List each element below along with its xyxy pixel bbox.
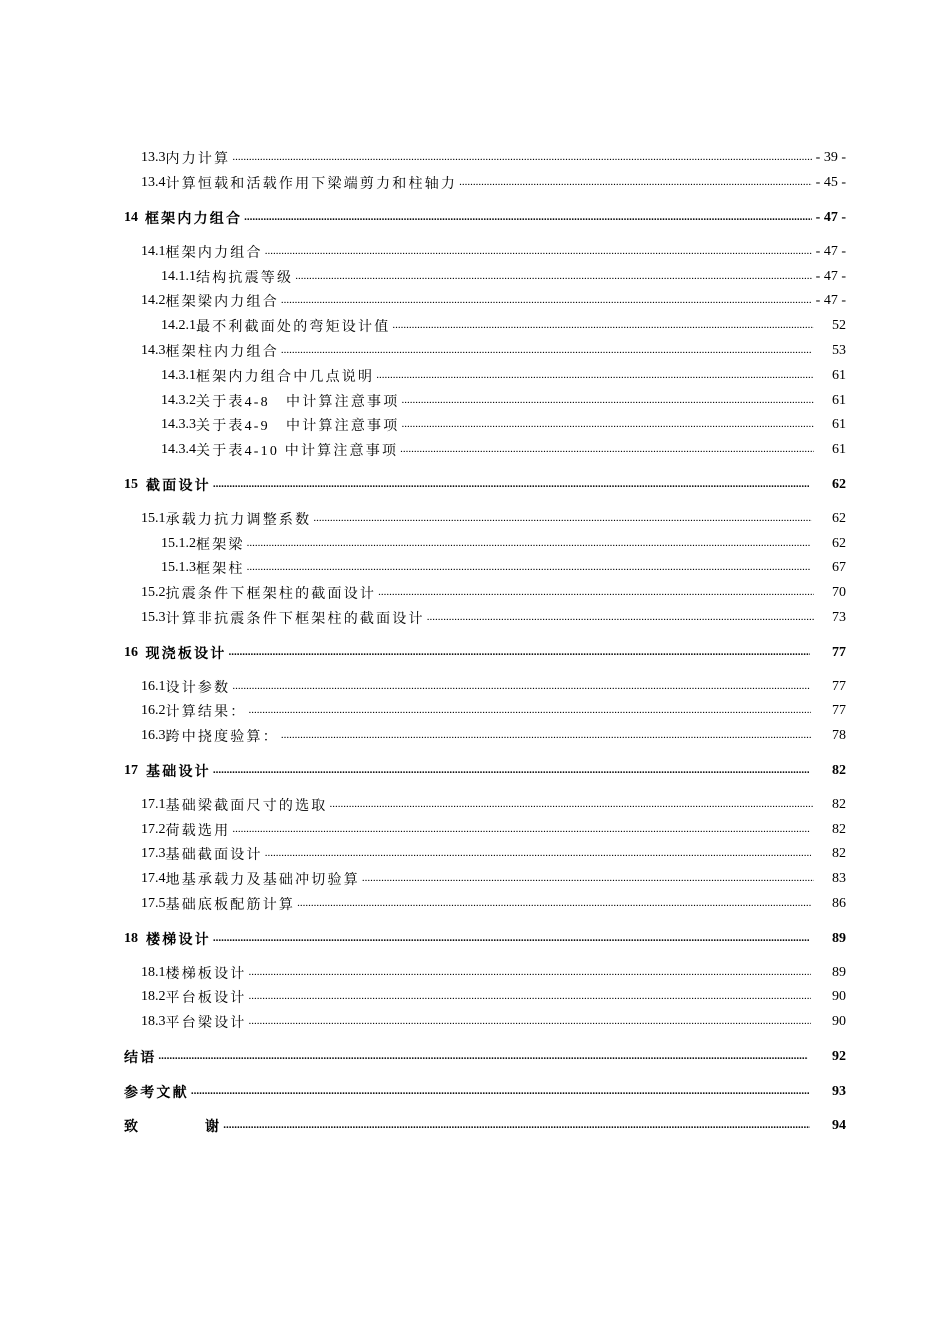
toc-page: 62 [832, 535, 846, 551]
toc-page: 61 [832, 392, 846, 408]
toc-number: 13.3 [141, 150, 166, 166]
dot-leader [265, 847, 811, 861]
toc-page: 78 [832, 728, 846, 744]
toc-entry[interactable] [0, 792, 950, 817]
toc-title: 框架梁 [196, 537, 245, 553]
toc-entry[interactable] [0, 674, 950, 699]
toc-entry[interactable] [0, 842, 950, 867]
dot-leader [459, 176, 812, 190]
toc-entry[interactable] [0, 339, 950, 364]
toc-title: 参考文献 [124, 1085, 189, 1101]
dot-leader [247, 561, 811, 575]
toc-entry[interactable] [0, 531, 950, 556]
toc-entry[interactable] [0, 985, 950, 1010]
toc-page: 90 [832, 989, 846, 1005]
toc-title: 结构抗震等级 [196, 270, 294, 286]
toc-title: 平台板设计 [165, 991, 247, 1007]
toc-title: 荷载选用 [165, 823, 231, 839]
toc-number: 14.3.3 [161, 417, 196, 433]
toc-number: 18.3 [141, 1014, 166, 1030]
toc-title: 基础梁截面尺寸的选取 [165, 798, 328, 814]
dot-leader [265, 245, 812, 259]
toc-page: 86 [832, 895, 846, 911]
toc-page: 82 [832, 762, 846, 778]
dot-leader [232, 823, 810, 837]
toc-page: - 39 - [815, 150, 846, 166]
toc-page: 53 [832, 342, 846, 358]
toc-page: 73 [832, 609, 846, 625]
toc-title: 关于表4-8 中计算注意事项 [196, 394, 400, 410]
toc-page: 82 [832, 796, 846, 812]
toc-chapter[interactable] [0, 473, 950, 498]
toc-chapter[interactable] [0, 1045, 950, 1070]
toc-entry[interactable] [0, 314, 950, 339]
toc-number: 15.1 [141, 510, 166, 526]
toc-number: 14.1.1 [161, 268, 196, 284]
dot-leader [427, 611, 814, 625]
toc-number: 17.1 [141, 796, 166, 812]
dot-leader [378, 586, 814, 600]
toc-entry[interactable] [0, 960, 950, 985]
toc-entry[interactable] [0, 699, 950, 724]
toc-entry[interactable] [0, 556, 950, 581]
toc-page: 61 [832, 442, 846, 458]
toc-title: 结语 [124, 1050, 157, 1066]
toc-entry[interactable] [0, 892, 950, 917]
toc-title: 基础截面设计 [165, 848, 263, 864]
toc-number: 15 [124, 476, 138, 492]
toc-number: 17.3 [141, 846, 166, 862]
toc-title: 致 谢 [124, 1120, 222, 1136]
toc-title: 关于表4-10 中计算注意事项 [196, 444, 399, 460]
toc-number: 14.1 [141, 243, 166, 259]
toc-title: 框架柱内力组合 [165, 344, 279, 360]
dot-leader [158, 1050, 807, 1064]
toc-title: 计算结果： [165, 705, 247, 721]
toc-page: - 47 - [815, 243, 846, 259]
toc-title: 计算非抗震条件下框架柱的截面设计 [165, 611, 425, 627]
toc-entry[interactable] [0, 388, 950, 413]
toc-title: 框架柱 [196, 562, 245, 578]
dot-leader [223, 1119, 810, 1133]
toc-title: 抗震条件下框架柱的截面设计 [165, 587, 377, 603]
toc-number: 14.3.2 [161, 392, 196, 408]
dot-leader [249, 966, 811, 980]
toc-entry[interactable] [0, 724, 950, 749]
toc-number: 15.1.3 [161, 560, 196, 576]
toc-entry[interactable] [0, 506, 950, 531]
toc-title: 截面设计 [146, 478, 211, 494]
toc-number: 16.1 [141, 678, 166, 694]
dot-leader [281, 729, 812, 743]
toc-page: 70 [832, 585, 846, 601]
toc-title: 计算恒载和活载作用下梁端剪力和柱轴力 [165, 177, 458, 193]
toc-page: 94 [832, 1118, 846, 1134]
toc-page: 90 [832, 1014, 846, 1030]
dot-leader [232, 680, 810, 694]
toc-page: 62 [832, 476, 846, 492]
toc-entry[interactable] [0, 817, 950, 842]
dot-leader [330, 798, 813, 812]
toc-entry[interactable] [0, 363, 950, 388]
toc-number: 18.2 [141, 989, 166, 1005]
toc-title: 最不利截面处的弯矩设计值 [196, 320, 391, 336]
toc-entry[interactable] [0, 146, 950, 171]
toc-title: 框架梁内力组合 [165, 295, 279, 311]
toc-number: 14.3.1 [161, 367, 196, 383]
toc-title: 设计参数 [165, 680, 231, 696]
toc-title: 跨中挠度验算： [165, 730, 279, 746]
toc-page: - 47 - [815, 209, 846, 225]
toc-title: 地基承载力及基础冲切验算 [165, 873, 360, 889]
dot-leader [249, 1015, 811, 1029]
toc-number: 14.2 [141, 293, 166, 309]
toc-title: 平台梁设计 [165, 1016, 247, 1032]
toc-title: 基础底板配筋计算 [165, 897, 296, 913]
toc-number: 17.4 [141, 871, 166, 887]
toc-number: 14.2.1 [161, 318, 196, 334]
toc-number: 16.3 [141, 728, 166, 744]
dot-leader [297, 897, 812, 911]
toc-number: 17 [124, 762, 138, 778]
toc-chapter[interactable] [0, 640, 950, 665]
toc-page: 61 [832, 367, 846, 383]
dot-leader [249, 704, 811, 718]
toc-page: 77 [832, 703, 846, 719]
toc-title: 关于表4-9 中计算注意事项 [196, 419, 400, 435]
toc-page: 93 [832, 1083, 846, 1099]
dot-leader [213, 932, 810, 946]
toc-page: - 47 - [815, 268, 846, 284]
toc-page: 77 [832, 644, 846, 660]
dot-leader [247, 537, 811, 551]
toc-page: 92 [832, 1048, 846, 1064]
toc-entry[interactable] [0, 581, 950, 606]
toc-number: 15.1.2 [161, 535, 196, 551]
toc-page: 61 [832, 417, 846, 433]
dot-leader [400, 443, 814, 457]
toc-title: 基础设计 [146, 764, 211, 780]
toc-page: 89 [832, 930, 846, 946]
toc-entry[interactable] [0, 867, 950, 892]
dot-leader [249, 990, 811, 1004]
toc-page: 77 [832, 678, 846, 694]
dot-leader [213, 478, 810, 492]
toc-page: 52 [832, 318, 846, 334]
dot-leader [313, 512, 812, 526]
toc-title: 楼梯板设计 [165, 966, 247, 982]
toc-title: 框架内力组合 [144, 211, 243, 227]
toc-number: 16 [124, 644, 138, 660]
toc-entry[interactable] [0, 239, 950, 264]
toc-title: 楼梯设计 [146, 932, 211, 948]
toc-chapter[interactable] [0, 1079, 950, 1104]
dot-leader [213, 764, 810, 778]
toc-entry[interactable] [0, 171, 950, 196]
dot-leader [228, 646, 809, 660]
toc-page: 82 [832, 821, 846, 837]
toc-number: 18.1 [141, 964, 166, 980]
toc-title: 框架内力组合中几点说明 [196, 369, 375, 385]
dot-leader [232, 151, 811, 165]
toc-entry[interactable] [0, 413, 950, 438]
toc-page: 83 [832, 871, 846, 887]
toc-number: 14.3.4 [161, 442, 196, 458]
toc-title: 内力计算 [165, 152, 231, 168]
toc-number: 17.5 [141, 895, 166, 911]
toc-page: 67 [832, 560, 846, 576]
toc-page: - 47 - [815, 293, 846, 309]
table-of-contents [0, 146, 950, 1139]
dot-leader [376, 369, 814, 383]
toc-page: 82 [832, 846, 846, 862]
toc-title: 框架内力组合 [165, 245, 263, 261]
dot-leader [401, 394, 814, 408]
toc-chapter[interactable] [0, 926, 950, 951]
dot-leader [281, 294, 812, 308]
toc-chapter[interactable] [0, 759, 950, 784]
toc-title: 现浇板设计 [145, 646, 227, 662]
toc-number: 16.2 [141, 703, 166, 719]
toc-number: 18 [124, 930, 138, 946]
toc-entry[interactable] [0, 438, 950, 463]
dot-leader [281, 344, 812, 358]
toc-entry[interactable] [0, 264, 950, 289]
dot-leader [401, 418, 814, 432]
toc-page: - 45 - [815, 175, 846, 191]
toc-number: 13.4 [141, 175, 166, 191]
toc-number: 15.3 [141, 609, 166, 625]
toc-entry[interactable] [0, 289, 950, 314]
toc-title: 承载力抗力调整系数 [165, 512, 312, 528]
toc-chapter[interactable] [0, 1114, 950, 1139]
dot-leader [191, 1085, 809, 1099]
toc-page: 62 [832, 510, 846, 526]
toc-chapter[interactable] [0, 206, 950, 231]
toc-number: 15.2 [141, 585, 166, 601]
toc-number: 14 [124, 209, 138, 225]
toc-number: 14.3 [141, 342, 166, 358]
toc-page: 89 [832, 964, 846, 980]
toc-entry[interactable] [0, 1010, 950, 1035]
dot-leader [362, 872, 814, 886]
dot-leader [392, 319, 814, 333]
dot-leader [244, 211, 812, 225]
dot-leader [295, 270, 811, 284]
toc-number: 17.2 [141, 821, 166, 837]
toc-entry[interactable] [0, 606, 950, 631]
